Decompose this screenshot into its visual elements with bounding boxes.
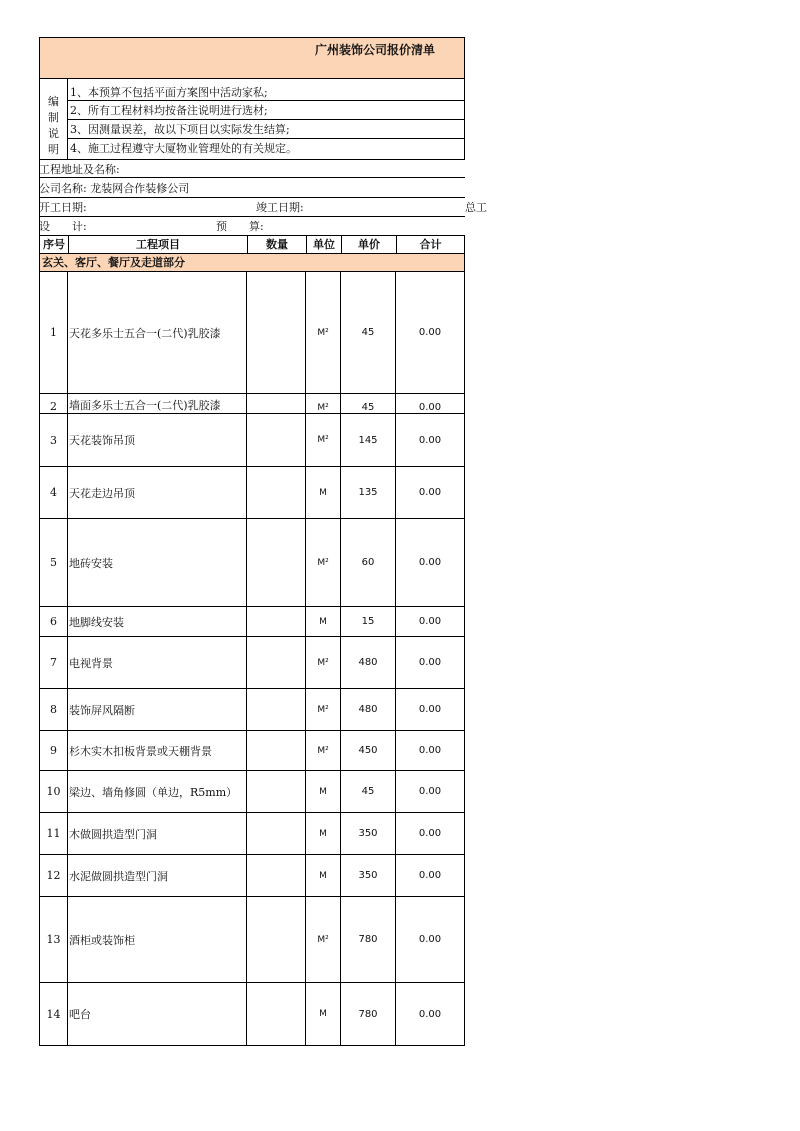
row-num: 9 [39, 731, 68, 771]
row-unit: M [306, 607, 341, 637]
note-4: 4、施工过程遵守大厦物业管理处的有关规定。 [70, 142, 297, 155]
divider [39, 197, 465, 198]
row-price: 450 [341, 731, 396, 771]
row-item: 装饰屏风隔断 [68, 689, 247, 731]
table-row [39, 519, 465, 607]
row-price: 350 [341, 855, 396, 897]
row-price: 145 [341, 414, 396, 467]
row-unit: M² [306, 731, 341, 771]
page-title: 广州装饰公司报价清单 [315, 43, 436, 57]
row-total: 0.00 [396, 519, 465, 607]
row-total: 0.00 [396, 689, 465, 731]
row-item: 木做圆拱造型门洞 [68, 813, 247, 855]
row-unit: M² [306, 414, 341, 467]
row-total: 0.00 [396, 731, 465, 771]
table-row [39, 983, 465, 1046]
title-bar [39, 37, 465, 79]
row-total: 0.00 [396, 813, 465, 855]
row-item: 水泥做圆拱造型门洞 [68, 855, 247, 897]
header-qty: 数量 [247, 235, 307, 254]
row-unit: M² [306, 519, 341, 607]
row-unit: M [306, 771, 341, 813]
row-total: 0.00 [396, 467, 465, 519]
notes-label-char: 制 [48, 111, 59, 124]
row-qty [247, 414, 306, 467]
row-num: 11 [39, 813, 68, 855]
note-3: 3、因测量误差，故以下项目以实际发生结算; [70, 123, 290, 136]
row-qty [247, 813, 306, 855]
row-unit: M² [306, 637, 341, 689]
notes-label [40, 79, 68, 159]
table-row [39, 414, 465, 467]
row-price: 60 [341, 519, 396, 607]
row-item: 电视背景 [68, 637, 247, 689]
table-row [39, 855, 465, 897]
designer-label: 设 计: [39, 220, 87, 233]
notes-label-char: 编 [48, 95, 59, 108]
total-label: 总工 [465, 201, 487, 214]
row-item: 天花装饰吊顶 [68, 414, 247, 467]
section-header: 玄关、客厅、餐厅及走道部分 [39, 254, 465, 272]
row-qty [247, 519, 306, 607]
row-total: 0.00 [396, 414, 465, 467]
start-date-label: 开工日期: [39, 201, 87, 214]
header-price: 单价 [341, 235, 397, 254]
row-num: 8 [39, 689, 68, 731]
row-item: 地脚线安装 [68, 607, 247, 637]
row-total: 0.00 [396, 983, 465, 1046]
end-date-label: 竣工日期: [256, 201, 304, 214]
notes-label-char: 明 [48, 143, 59, 156]
row-total: 0.00 [396, 607, 465, 637]
row-num: 2 [39, 394, 68, 414]
company-label: 公司名称: 龙装网合作装修公司 [39, 182, 190, 195]
row-qty [247, 983, 306, 1046]
table-row [39, 771, 465, 813]
row-price: 780 [341, 983, 396, 1046]
row-qty [247, 897, 306, 983]
header-total: 合计 [396, 235, 465, 254]
row-item: 地砖安装 [68, 519, 247, 607]
row-total: 0.00 [396, 897, 465, 983]
row-qty [247, 607, 306, 637]
row-item: 天花走边吊顶 [68, 467, 247, 519]
table-row [39, 897, 465, 983]
row-num: 12 [39, 855, 68, 897]
row-price: 350 [341, 813, 396, 855]
row-unit: M² [306, 897, 341, 983]
row-num: 4 [39, 467, 68, 519]
header-item: 工程项目 [68, 235, 248, 254]
row-qty [247, 637, 306, 689]
row-num: 6 [39, 607, 68, 637]
budget-label: 预 算: [216, 220, 264, 233]
table-row [39, 394, 465, 414]
row-item: 吧台 [68, 983, 247, 1046]
row-num: 10 [39, 771, 68, 813]
notes-box [39, 79, 465, 160]
row-price: 480 [341, 637, 396, 689]
row-item: 天花多乐士五合一(二代)乳胶漆 [68, 272, 247, 394]
row-total: 0.00 [396, 855, 465, 897]
table-row [39, 467, 465, 519]
row-price: 480 [341, 689, 396, 731]
row-price: 45 [341, 394, 396, 414]
table-row [39, 607, 465, 637]
row-qty [247, 689, 306, 731]
row-total: 0.00 [396, 771, 465, 813]
address-label: 工程地址及名称: [39, 163, 120, 176]
row-price: 45 [341, 272, 396, 394]
row-qty [247, 855, 306, 897]
row-unit: M² [306, 394, 341, 414]
row-item: 梁边、墙角修圆（单边，R5mm） [68, 771, 247, 813]
row-price: 135 [341, 467, 396, 519]
row-num: 7 [39, 637, 68, 689]
table-row [39, 272, 465, 394]
row-num: 13 [39, 897, 68, 983]
notes-label-char: 说 [48, 127, 59, 140]
row-qty [247, 272, 306, 394]
row-num: 5 [39, 519, 68, 607]
row-unit: M [306, 855, 341, 897]
table-row [39, 637, 465, 689]
row-unit: M² [306, 689, 341, 731]
row-qty [247, 394, 306, 414]
row-price: 15 [341, 607, 396, 637]
row-qty [247, 771, 306, 813]
row-unit: M² [306, 272, 341, 394]
row-unit: M [306, 467, 341, 519]
table-row [39, 731, 465, 771]
row-num: 14 [39, 983, 68, 1046]
header-unit: 单位 [306, 235, 342, 254]
row-total: 0.00 [396, 637, 465, 689]
table-row [39, 689, 465, 731]
row-price: 780 [341, 897, 396, 983]
row-num: 3 [39, 414, 68, 467]
row-total: 0.00 [396, 272, 465, 394]
note-2: 2、所有工程材料均按备注说明进行选材; [70, 104, 268, 117]
divider [39, 177, 465, 178]
row-item: 墙面多乐士五合一(二代)乳胶漆 [68, 394, 247, 414]
row-total: 0.00 [396, 394, 465, 414]
row-qty [247, 731, 306, 771]
row-num: 1 [39, 272, 68, 394]
row-qty [247, 467, 306, 519]
note-1: 1、本预算不包括平面方案图中活动家私; [70, 86, 268, 99]
row-item: 酒柜或装饰柜 [68, 897, 247, 983]
row-unit: M [306, 813, 341, 855]
row-item: 杉木实木扣板背景或天棚背景 [68, 731, 247, 771]
row-unit: M [306, 983, 341, 1046]
table-row [39, 813, 465, 855]
row-price: 45 [341, 771, 396, 813]
header-num: 序号 [39, 235, 69, 254]
